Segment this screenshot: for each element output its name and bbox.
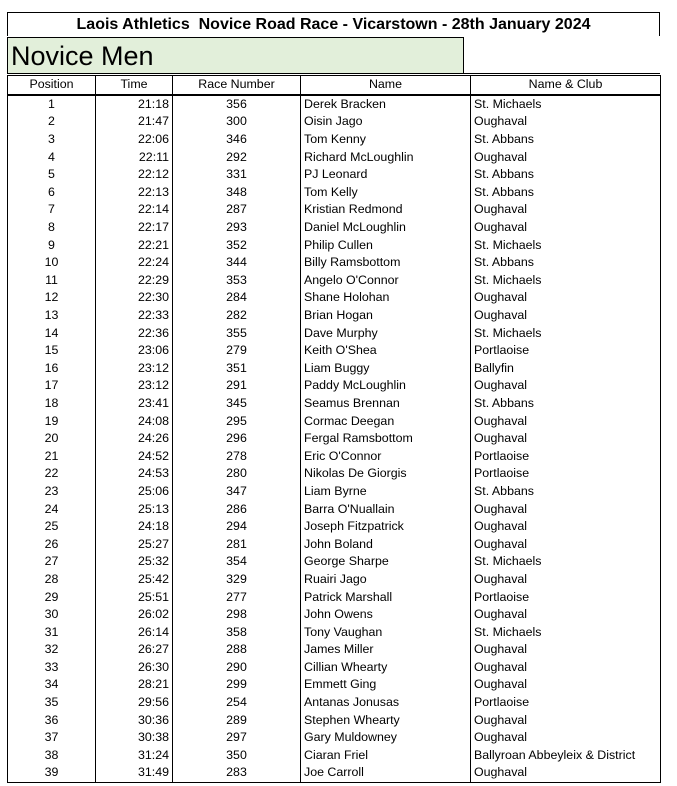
table-row (8, 201, 661, 219)
race-number-cell: 287 (173, 201, 301, 219)
club-cell: Oughaval (471, 412, 661, 430)
race-number-cell: 331 (173, 166, 301, 184)
race-number-cell: 354 (173, 553, 301, 571)
name-cell: Kristian Redmond (301, 201, 471, 219)
position-cell: 22 (8, 465, 96, 483)
race-number-cell: 283 (173, 764, 301, 782)
club-cell: St. Abbans (471, 131, 661, 149)
race-number-cell: 300 (173, 113, 301, 131)
club-cell: Portlaoise (471, 447, 661, 465)
time-cell: 31:49 (96, 764, 173, 782)
race-number-cell: 282 (173, 307, 301, 325)
name-cell: Oisin Jago (301, 113, 471, 131)
position-cell: 34 (8, 676, 96, 694)
table-row (8, 148, 661, 166)
position-cell: 9 (8, 236, 96, 254)
club-cell: Oughaval (471, 113, 661, 131)
position-cell: 38 (8, 747, 96, 765)
position-cell: 29 (8, 588, 96, 606)
table-row (8, 395, 661, 413)
race-number-cell: 297 (173, 729, 301, 747)
name-cell: Nikolas De Giorgis (301, 465, 471, 483)
section-title: Novice Men (11, 41, 154, 71)
position-cell: 3 (8, 131, 96, 149)
time-cell: 23:06 (96, 342, 173, 360)
name-cell: Billy Ramsbottom (301, 254, 471, 272)
time-cell: 25:32 (96, 553, 173, 571)
time-cell: 22:33 (96, 307, 173, 325)
name-cell: Seamus Brennan (301, 395, 471, 413)
position-cell: 20 (8, 430, 96, 448)
table-row (8, 324, 661, 342)
club-cell: Oughaval (471, 606, 661, 624)
race-number-cell: 347 (173, 483, 301, 501)
time-cell: 29:56 (96, 694, 173, 712)
position-cell: 17 (8, 377, 96, 395)
name-cell: John Boland (301, 535, 471, 553)
race-number-cell: 346 (173, 131, 301, 149)
race-number-cell: 280 (173, 465, 301, 483)
time-cell: 24:52 (96, 447, 173, 465)
table-row (8, 694, 661, 712)
position-cell: 13 (8, 307, 96, 325)
time-cell: 25:06 (96, 483, 173, 501)
position-cell: 36 (8, 711, 96, 729)
club-cell: Portlaoise (471, 465, 661, 483)
table-row (8, 676, 661, 694)
name-cell: Joseph Fitzpatrick (301, 518, 471, 536)
document-title: Laois Athletics Novice Road Race - Vicarstown - 28th January 2024 (7, 12, 660, 36)
club-cell: Ballyroan Abbeyleix & District (471, 747, 661, 765)
table-row (8, 113, 661, 131)
table-row (8, 447, 661, 465)
club-cell: Portlaoise (471, 342, 661, 360)
time-cell: 22:24 (96, 254, 173, 272)
name-cell: Barra O'Nuallain (301, 500, 471, 518)
name-cell: Fergal Ramsbottom (301, 430, 471, 448)
race-number-cell: 353 (173, 272, 301, 290)
name-cell: Paddy McLoughlin (301, 377, 471, 395)
table-row (8, 518, 661, 536)
time-cell: 25:27 (96, 535, 173, 553)
table-row (8, 571, 661, 589)
table-row (8, 483, 661, 501)
table-row (8, 272, 661, 290)
race-number-cell: 279 (173, 342, 301, 360)
time-cell: 22:21 (96, 236, 173, 254)
club-cell: St. Abbans (471, 184, 661, 202)
race-number-cell: 289 (173, 711, 301, 729)
race-number-cell: 299 (173, 676, 301, 694)
column-header-time: Time (96, 76, 173, 95)
position-cell: 23 (8, 483, 96, 501)
name-cell: Patrick Marshall (301, 588, 471, 606)
table-row (8, 307, 661, 325)
time-cell: 26:27 (96, 641, 173, 659)
time-cell: 23:41 (96, 395, 173, 413)
divider-line (464, 73, 660, 74)
club-cell: Oughaval (471, 219, 661, 237)
name-cell: George Sharpe (301, 553, 471, 571)
time-cell: 22:17 (96, 219, 173, 237)
race-number-cell: 329 (173, 571, 301, 589)
club-cell: Ballyfin (471, 360, 661, 378)
club-cell: St. Abbans (471, 254, 661, 272)
club-cell: St. Abbans (471, 166, 661, 184)
position-cell: 1 (8, 95, 96, 114)
race-number-cell: 284 (173, 289, 301, 307)
position-cell: 27 (8, 553, 96, 571)
table-row (8, 623, 661, 641)
table-row (8, 465, 661, 483)
race-number-cell: 293 (173, 219, 301, 237)
table-row (8, 236, 661, 254)
club-cell: Portlaoise (471, 588, 661, 606)
time-cell: 21:18 (96, 95, 173, 114)
time-cell: 26:30 (96, 659, 173, 677)
club-cell: St. Abbans (471, 483, 661, 501)
name-cell: Keith O'Shea (301, 342, 471, 360)
club-cell: Oughaval (471, 518, 661, 536)
time-cell: 31:24 (96, 747, 173, 765)
section-header (7, 37, 464, 74)
time-cell: 22:06 (96, 131, 173, 149)
name-cell: PJ Leonard (301, 166, 471, 184)
time-cell: 22:36 (96, 324, 173, 342)
position-cell: 4 (8, 148, 96, 166)
table-row (8, 747, 661, 765)
position-cell: 16 (8, 360, 96, 378)
name-cell: Shane Holohan (301, 289, 471, 307)
club-cell: Oughaval (471, 377, 661, 395)
name-cell: Derek Bracken (301, 95, 471, 114)
race-number-cell: 348 (173, 184, 301, 202)
time-cell: 24:53 (96, 465, 173, 483)
position-cell: 19 (8, 412, 96, 430)
club-cell: St. Michaels (471, 324, 661, 342)
name-cell: Stephen Whearty (301, 711, 471, 729)
position-cell: 18 (8, 395, 96, 413)
name-cell: Antanas Jonusas (301, 694, 471, 712)
name-cell: Liam Byrne (301, 483, 471, 501)
column-header-name: Name (301, 76, 471, 95)
table-row (8, 535, 661, 553)
table-row (8, 360, 661, 378)
time-cell: 22:29 (96, 272, 173, 290)
club-cell: St. Abbans (471, 395, 661, 413)
time-cell: 21:47 (96, 113, 173, 131)
position-cell: 5 (8, 166, 96, 184)
club-cell: Oughaval (471, 148, 661, 166)
table-row (8, 430, 661, 448)
race-number-cell: 350 (173, 747, 301, 765)
time-cell: 24:08 (96, 412, 173, 430)
race-number-cell: 295 (173, 412, 301, 430)
position-cell: 6 (8, 184, 96, 202)
race-number-cell: 278 (173, 447, 301, 465)
position-cell: 32 (8, 641, 96, 659)
table-row (8, 764, 661, 782)
time-cell: 23:12 (96, 360, 173, 378)
club-cell: Oughaval (471, 711, 661, 729)
position-cell: 11 (8, 272, 96, 290)
position-cell: 25 (8, 518, 96, 536)
name-cell: Liam Buggy (301, 360, 471, 378)
time-cell: 24:26 (96, 430, 173, 448)
race-number-cell: 344 (173, 254, 301, 272)
position-cell: 31 (8, 623, 96, 641)
race-number-cell: 294 (173, 518, 301, 536)
column-header-position: Position (8, 76, 96, 95)
table-row (8, 659, 661, 677)
table-row (8, 588, 661, 606)
race-number-cell: 358 (173, 623, 301, 641)
table-row (8, 342, 661, 360)
name-cell: Tom Kelly (301, 184, 471, 202)
position-cell: 39 (8, 764, 96, 782)
table-row (8, 641, 661, 659)
time-cell: 26:02 (96, 606, 173, 624)
position-cell: 21 (8, 447, 96, 465)
race-number-cell: 277 (173, 588, 301, 606)
time-cell: 25:51 (96, 588, 173, 606)
race-number-cell: 352 (173, 236, 301, 254)
race-number-cell: 281 (173, 535, 301, 553)
race-number-cell: 290 (173, 659, 301, 677)
time-cell: 22:14 (96, 201, 173, 219)
table-row (8, 377, 661, 395)
time-cell: 22:12 (96, 166, 173, 184)
name-cell: Philip Cullen (301, 236, 471, 254)
time-cell: 28:21 (96, 676, 173, 694)
club-cell: Oughaval (471, 659, 661, 677)
club-cell: Oughaval (471, 430, 661, 448)
table-row (8, 729, 661, 747)
position-cell: 33 (8, 659, 96, 677)
club-cell: Oughaval (471, 289, 661, 307)
race-number-cell: 254 (173, 694, 301, 712)
results-body (8, 95, 661, 783)
race-number-cell: 296 (173, 430, 301, 448)
time-cell: 22:11 (96, 148, 173, 166)
name-cell: Richard McLoughlin (301, 148, 471, 166)
club-cell: St. Michaels (471, 553, 661, 571)
name-cell: Joe Carroll (301, 764, 471, 782)
name-cell: James Miller (301, 641, 471, 659)
club-cell: Oughaval (471, 307, 661, 325)
position-cell: 15 (8, 342, 96, 360)
name-cell: Brian Hogan (301, 307, 471, 325)
time-cell: 23:12 (96, 377, 173, 395)
club-cell: Oughaval (471, 676, 661, 694)
table-row (8, 412, 661, 430)
club-cell: Oughaval (471, 535, 661, 553)
column-header-race-number: Race Number (173, 76, 301, 95)
table-row (8, 131, 661, 149)
name-cell: Ruairi Jago (301, 571, 471, 589)
race-number-cell: 345 (173, 395, 301, 413)
table-row (8, 711, 661, 729)
race-number-cell: 286 (173, 500, 301, 518)
club-cell: Oughaval (471, 764, 661, 782)
position-cell: 28 (8, 571, 96, 589)
name-cell: Cormac Deegan (301, 412, 471, 430)
race-number-cell: 351 (173, 360, 301, 378)
name-cell: Daniel McLoughlin (301, 219, 471, 237)
time-cell: 22:13 (96, 184, 173, 202)
table-row (8, 184, 661, 202)
table-row (8, 500, 661, 518)
club-cell: St. Michaels (471, 272, 661, 290)
name-cell: Ciaran Friel (301, 747, 471, 765)
position-cell: 30 (8, 606, 96, 624)
position-cell: 12 (8, 289, 96, 307)
position-cell: 35 (8, 694, 96, 712)
table-row (8, 219, 661, 237)
position-cell: 37 (8, 729, 96, 747)
name-cell: John Owens (301, 606, 471, 624)
time-cell: 24:18 (96, 518, 173, 536)
time-cell: 26:14 (96, 623, 173, 641)
club-cell: Oughaval (471, 571, 661, 589)
table-row (8, 289, 661, 307)
results-table (7, 75, 661, 783)
time-cell: 25:42 (96, 571, 173, 589)
race-number-cell: 355 (173, 324, 301, 342)
race-number-cell: 356 (173, 95, 301, 114)
column-header-club: Name & Club (471, 76, 661, 95)
time-cell: 25:13 (96, 500, 173, 518)
race-number-cell: 298 (173, 606, 301, 624)
race-number-cell: 288 (173, 641, 301, 659)
position-cell: 7 (8, 201, 96, 219)
name-cell: Dave Murphy (301, 324, 471, 342)
table-row (8, 166, 661, 184)
table-row (8, 254, 661, 272)
time-cell: 30:38 (96, 729, 173, 747)
table-row (8, 606, 661, 624)
name-cell: Eric O'Connor (301, 447, 471, 465)
position-cell: 8 (8, 219, 96, 237)
position-cell: 2 (8, 113, 96, 131)
club-cell: Oughaval (471, 641, 661, 659)
time-cell: 22:30 (96, 289, 173, 307)
position-cell: 26 (8, 535, 96, 553)
club-cell: St. Michaels (471, 623, 661, 641)
name-cell: Gary Muldowney (301, 729, 471, 747)
club-cell: Oughaval (471, 500, 661, 518)
club-cell: Portlaoise (471, 694, 661, 712)
club-cell: St. Michaels (471, 236, 661, 254)
table-row (8, 553, 661, 571)
table-row (8, 95, 661, 114)
race-number-cell: 292 (173, 148, 301, 166)
race-number-cell: 291 (173, 377, 301, 395)
club-cell: Oughaval (471, 201, 661, 219)
position-cell: 10 (8, 254, 96, 272)
name-cell: Angelo O'Connor (301, 272, 471, 290)
position-cell: 24 (8, 500, 96, 518)
club-cell: St. Michaels (471, 95, 661, 114)
table-header-row (8, 76, 661, 95)
club-cell: Oughaval (471, 729, 661, 747)
position-cell: 14 (8, 324, 96, 342)
name-cell: Tony Vaughan (301, 623, 471, 641)
name-cell: Tom Kenny (301, 131, 471, 149)
name-cell: Emmett Ging (301, 676, 471, 694)
name-cell: Cillian Whearty (301, 659, 471, 677)
time-cell: 30:36 (96, 711, 173, 729)
